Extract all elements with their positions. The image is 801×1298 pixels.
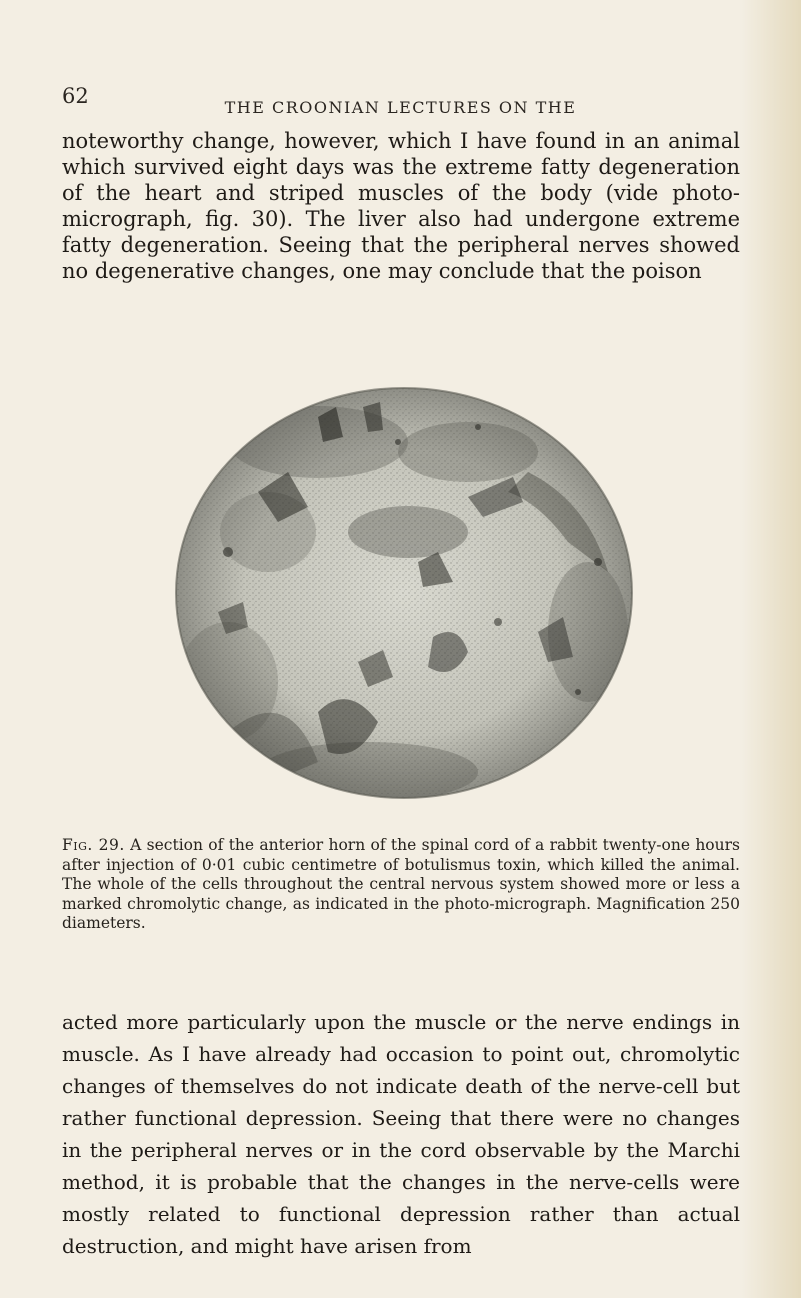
micrograph-image: [168, 382, 640, 804]
running-title: THE CROONIAN LECTURES ON THE: [224, 98, 577, 117]
paragraph-bottom: acted more particularly upon the muscle or the nerve endings in muscle. As I have already had occasion to point out, chromolytic changes of themselves do not indicate death of the nerve-cell but rather functional depression. Seeing that there were no changes in the peripheral nerves or in the cord observable by the Marchi method, it is probable that the changes in the nerve-cells were mostly related to functional depression rather than actual destruction, and might have arisen from: [62, 1010, 740, 1258]
paragraph-top: noteworthy change, however, which I have found in an animal which survived eight days was the extreme fatty degeneration of the heart and striped muscles of the body (vide photo-micrograph, fig. 30). The liver also had undergone extreme fatty degeneration. Seeing that the peripheral nerves showed no degenerative changes, one may conclude that the poison: [62, 129, 740, 283]
page-edge-shadow: [741, 0, 801, 1298]
figure-label: Fig. 29.: [62, 836, 125, 854]
figure-caption: [62, 836, 740, 934]
micrograph-figure: [168, 382, 640, 804]
figure-caption-text: A section of the anterior horn of the spinal cord of a rabbit twenty-one hours after injection of 0·01 cubic centimetre of botulismus toxin, which killed the animal. The whole of the cells throughout the central nervous system showed more or less a marked chromolytic change, as indicated in the photo-micrograph. Magnification 250 diameters.: [62, 836, 740, 932]
page-number: 62: [62, 84, 89, 108]
